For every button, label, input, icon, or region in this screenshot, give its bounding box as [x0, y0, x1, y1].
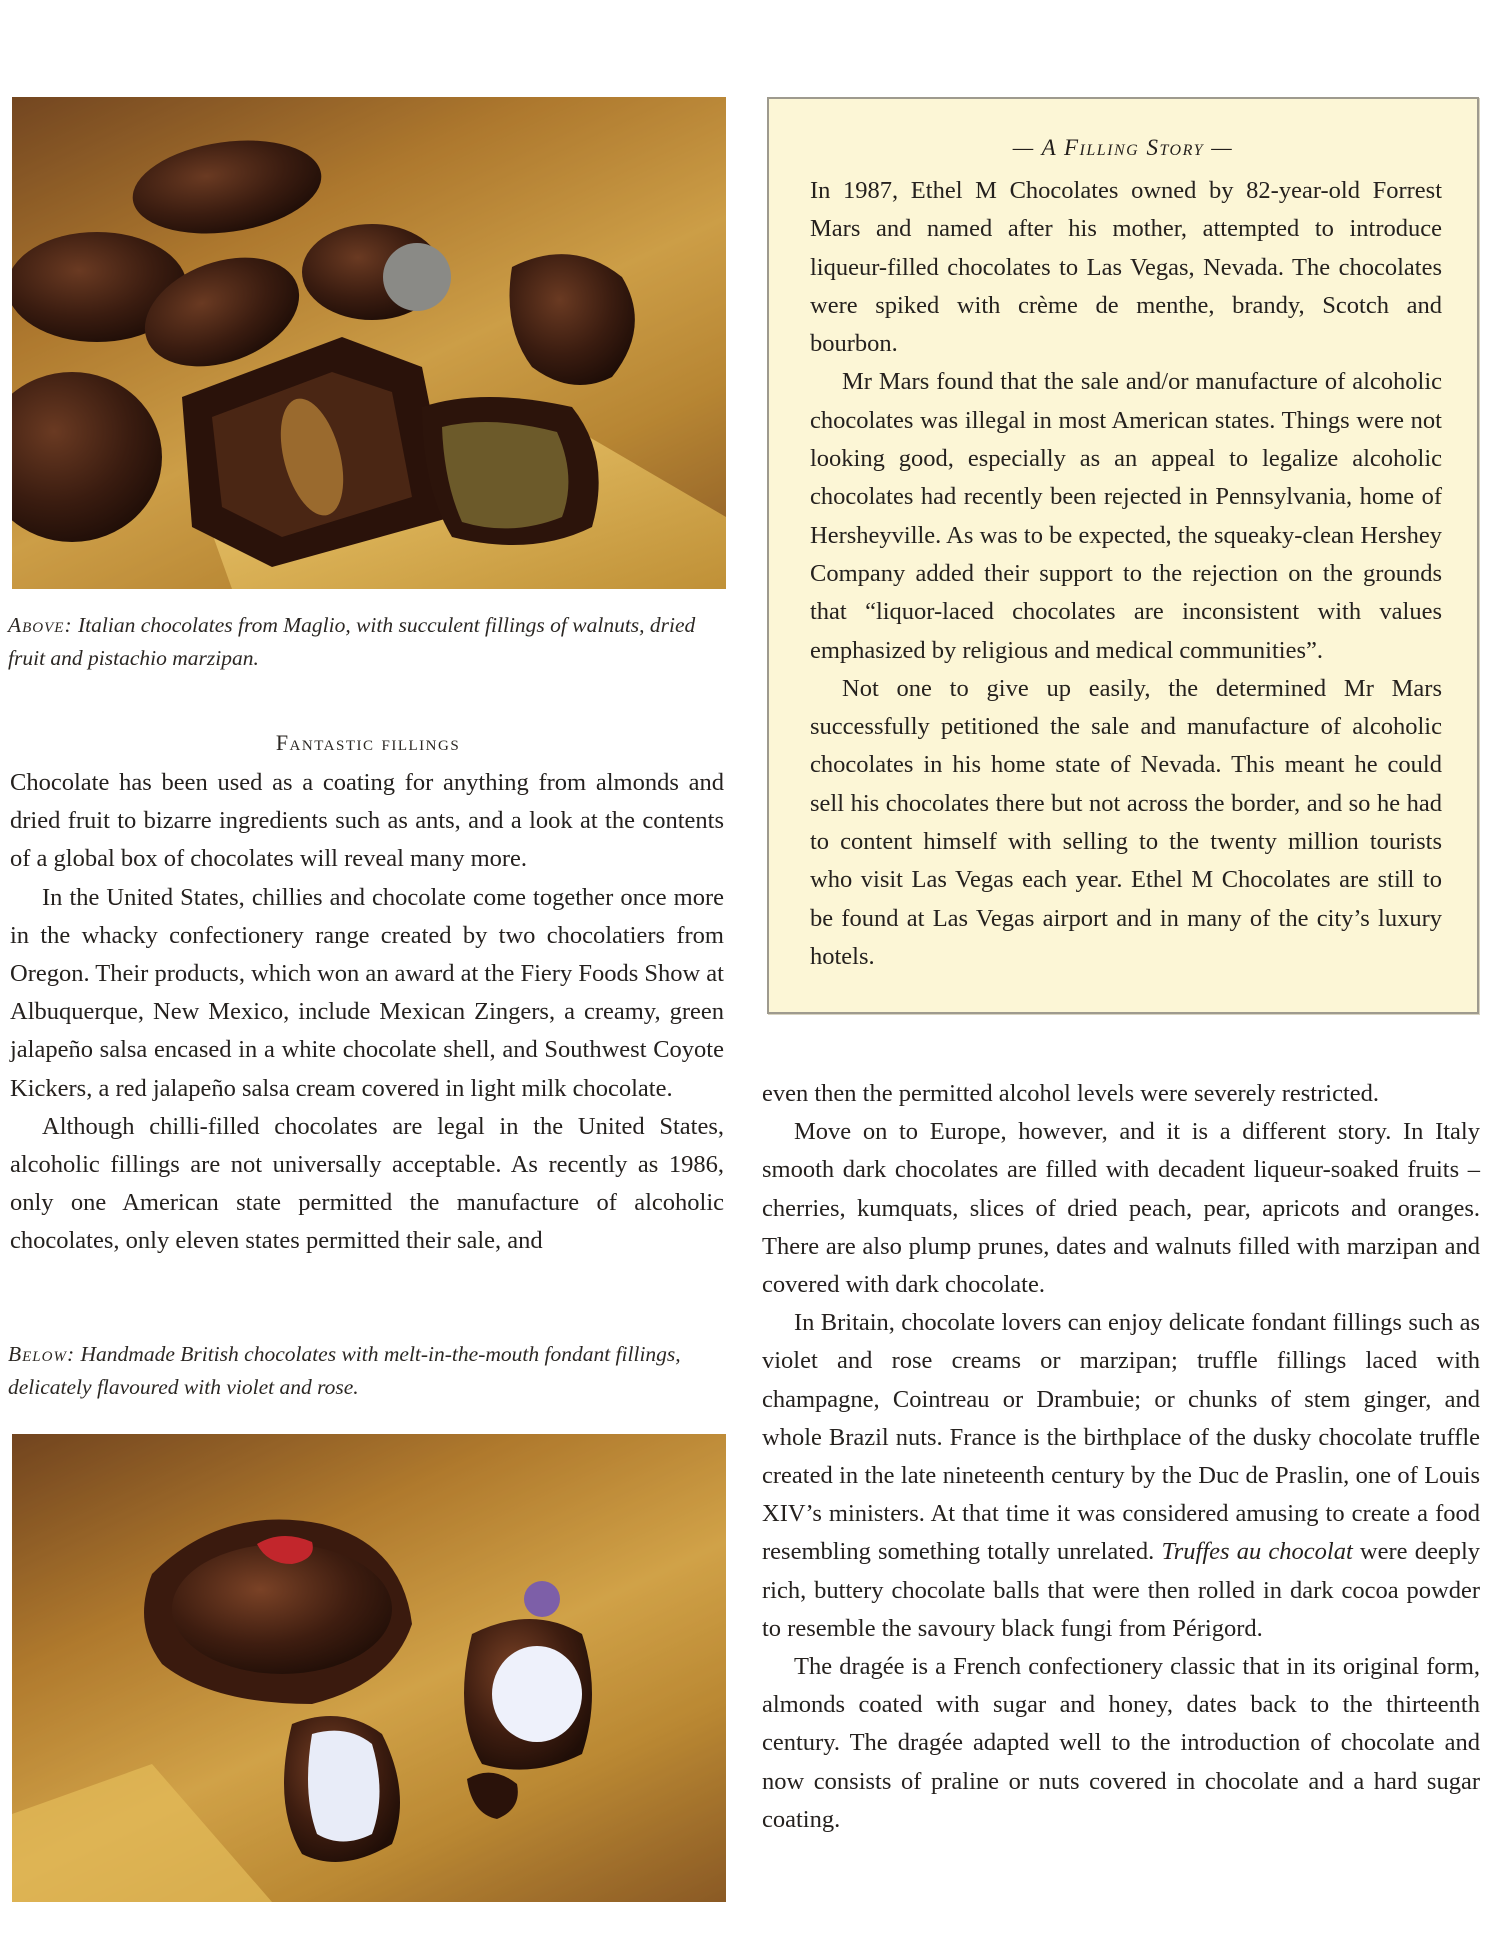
sidebar-title: — A Filling Story —: [1012, 135, 1234, 160]
left-paragraph-2: In the United States, chillies and chocolate come together once more in the whacky confectionery range created by two chocolatiers from Oregon. Their products, which won an award at the Fiery Foods Show at Albuquerque, New Mexico, include Mexican Zingers, a creamy, green jalapeño salsa encased in a white chocolate shell, and Southwest Coyote Kickers, a red jalapeño salsa cream covered in light milk chocolate.: [10, 883, 724, 1102]
bottom-caption: [8, 1338, 728, 1404]
sidebar-body: [810, 172, 1442, 976]
sidebar-box: [767, 97, 1479, 1014]
right-paragraph-3-end: were deeply rich, buttery chocolate balls that were then rolled in dark cocoa powder to resemble the savoury black fungi from Périgord.: [762, 1538, 1480, 1642]
photo-italian-chocolates: [12, 97, 726, 589]
right-paragraph-3: [762, 1304, 1480, 1648]
chocolates-illustration: [12, 97, 726, 589]
truffes-au-chocolat-term: Truffes au chocolat: [1161, 1538, 1353, 1566]
right-paragraph-2: Move on to Europe, however, and it is a different story. In Italy smooth dark chocolates are filled with decadent liqueur-soaked fruits – cherries, kumquats, slices of dried peach, pear, apricots and oranges. There are also plump prunes, dates and walnuts filled with marzipan and covered with dark chocolate.: [762, 1118, 1480, 1299]
sidebar-paragraph-2: Mr Mars found that the sale and/or manufacture of alcoholic chocolates was illegal in most American states. Things were not looking good, especially as an appeal to legalize alcoholic chocolates had recently been rejected in Pennsylvania, home of Hersheyville. As was to be expected, the squeaky-clean Hershey Company added their support to the rejection on the grounds that “liquor-laced chocolates are inconsistent with values emphasized by religious and medical communities”.: [810, 368, 1442, 664]
sidebar-paragraph-1: In 1987, Ethel M Chocolates owned by 82-year-old Forrest Mars and named after his mother, attempted to introduce liqueur-filled chocolates to Las Vegas, Nevada. The chocolates were spiked with crème de menthe, brandy, Scotch and bourbon.: [810, 177, 1442, 358]
fondant-chocolates-illustration: [12, 1434, 726, 1902]
top-caption-lead: Above:: [8, 613, 73, 637]
section-heading: Fantastic fillings: [275, 730, 461, 755]
right-paragraph-4: The dragée is a French confectionery classic that in its original form, almonds coated with sugar and honey, dates back to the thirteenth century. The dragée adapted well to the introduction of chocolate and now consists of praline or nuts covered in chocolate and a hard sugar coating.: [762, 1653, 1480, 1833]
sidebar-paragraph-3: Not one to give up easily, the determined Mr Mars successfully petitioned the sale and manufacture of alcoholic chocolates in his home state of Nevada. This meant he could sell his chocolates there but not across the border, and so he had to content himself with selling to the twenty million tourists who visit Las Vegas each year. Ethel M Chocolates are still to be found at Las Vegas airport and in many of the city’s luxury hotels.: [810, 674, 1442, 970]
right-column: [762, 1075, 1480, 1839]
bottom-caption-text: Handmade British chocolates with melt-in-the-mouth fondant fillings, delicately flavoured with violet and rose.: [8, 1342, 681, 1399]
left-paragraph-1: Chocolate has been used as a coating for anything from almonds and dried fruit to bizarre ingredients such as ants, and a look at the contents of a global box of chocolates will reveal many more.: [10, 769, 724, 873]
left-column: [10, 764, 724, 1261]
right-paragraph-1: even then the permitted alcohol levels were severely restricted.: [762, 1080, 1379, 1107]
photo-british-chocolates: [12, 1434, 726, 1902]
left-paragraph-3: Although chilli-filled chocolates are legal in the United States, alcoholic fillings are not universally acceptable. As recently as 1986, only one American state permitted the manufacture of alcoholic chocolates, only eleven states permitted their sale, and: [10, 1112, 724, 1255]
right-paragraph-3-start: In Britain, chocolate lovers can enjoy delicate fondant fillings such as violet and rose creams or marzipan; truffle fillings laced with champagne, Cointreau or Drambuie; or chunks of stem ginger, and whole Brazil nuts. France is the birthplace of the dusky chocolate truffle created in the late nineteenth century by the Duc de Praslin, one of Louis XIV’s ministers. At that time it was considered amusing to create a food resembling something totally unrelated.: [762, 1309, 1480, 1566]
top-caption: [8, 609, 728, 675]
top-caption-text: Italian chocolates from Maglio, with succulent fillings of walnuts, dried fruit and pistachio marzipan.: [8, 613, 696, 670]
bottom-caption-lead: Below:: [8, 1342, 76, 1366]
